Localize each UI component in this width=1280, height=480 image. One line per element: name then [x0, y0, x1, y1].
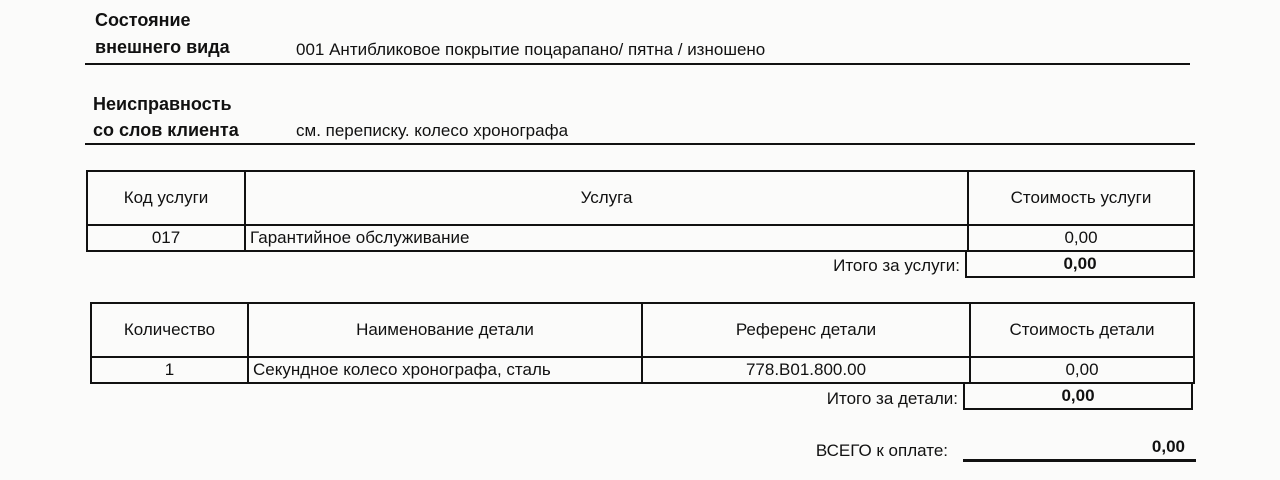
services-row-service: Гарантийное обслуживание	[245, 225, 968, 251]
services-total-label: Итого за услуги:	[833, 256, 960, 275]
parts-header-ref: Референс детали	[642, 303, 970, 357]
services-row-cost: 0,00	[968, 225, 1194, 251]
parts-header-row	[91, 303, 1194, 357]
parts-row-ref: 778.B01.800.00	[642, 357, 970, 383]
appearance-label-line2: внешнего вида	[95, 37, 230, 57]
grand-total-underline	[963, 459, 1196, 462]
services-header-code: Код услуги	[87, 171, 245, 225]
parts-total-value: 0,00	[963, 384, 1193, 410]
services-row-code: 017	[87, 225, 245, 251]
fault-divider	[85, 143, 1195, 145]
appearance-divider	[85, 63, 1190, 65]
parts-table	[90, 302, 1195, 384]
fault-label-line1: Неисправность	[93, 94, 232, 114]
parts-total-label: Итого за детали:	[826, 389, 958, 408]
parts-header-qty: Количество	[91, 303, 248, 357]
fault-value: см. переписку. колесо хронографа	[296, 121, 569, 140]
appearance-value: 001 Антибликовое покрытие поцарапано/ пятна / изношено	[296, 40, 766, 59]
parts-row-cost: 0,00	[970, 357, 1194, 383]
parts-header-name: Наименование детали	[248, 303, 642, 357]
services-table	[86, 170, 1195, 252]
services-header-service: Услуга	[245, 171, 968, 225]
services-total-value: 0,00	[965, 252, 1195, 278]
parts-row-qty: 1	[91, 357, 248, 383]
parts-row-name: Секундное колесо хронографа, сталь	[248, 357, 642, 383]
table-row	[87, 225, 1194, 251]
grand-total-value: 0,00	[1151, 437, 1185, 456]
services-header-row	[87, 171, 1194, 225]
parts-header-cost: Стоимость детали	[970, 303, 1194, 357]
fault-label-line2: со слов клиента	[93, 120, 239, 140]
table-row	[91, 357, 1194, 383]
appearance-label-line1: Состояние	[95, 10, 191, 30]
grand-total-label: ВСЕГО к оплате:	[815, 441, 948, 460]
services-header-cost: Стоимость услуги	[968, 171, 1194, 225]
